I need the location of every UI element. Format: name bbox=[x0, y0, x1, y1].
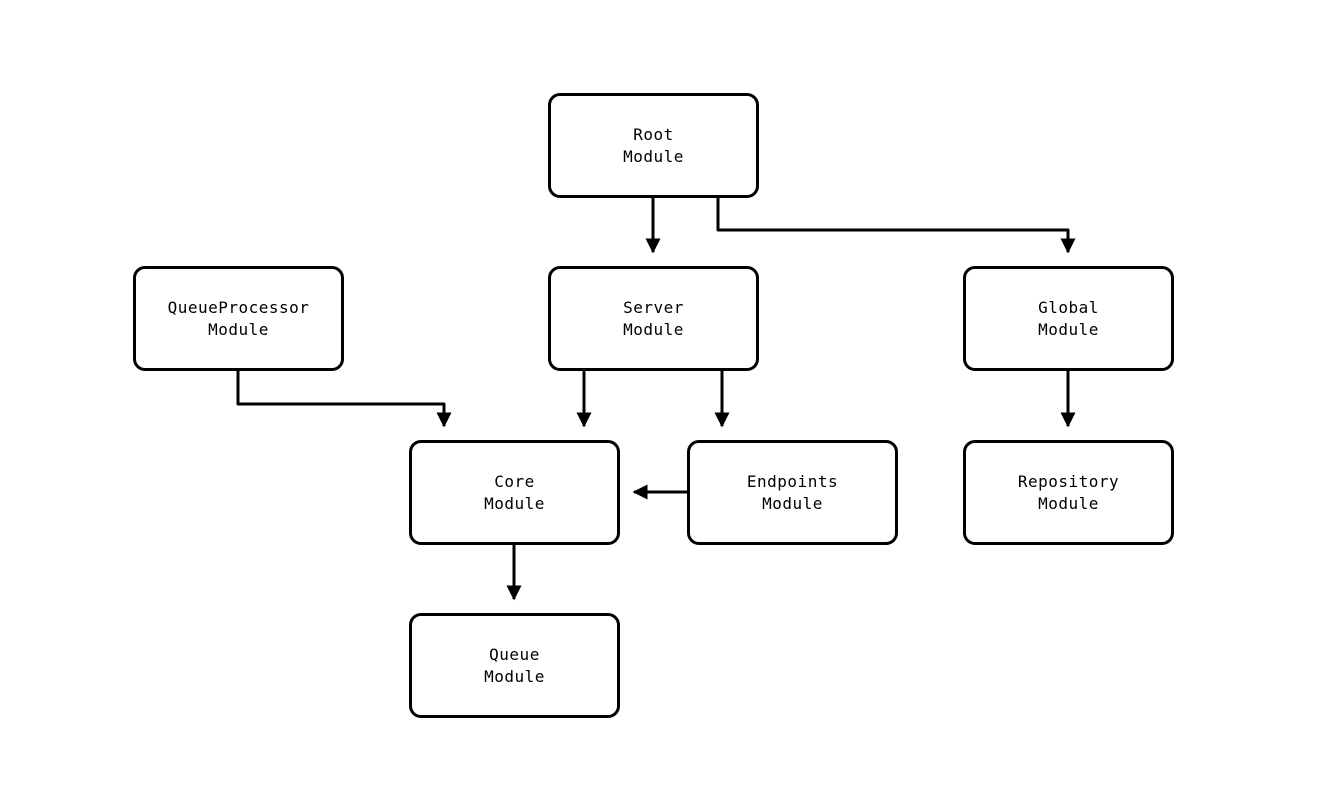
node-repository-module[interactable] bbox=[963, 440, 1174, 545]
node-queue-module[interactable] bbox=[409, 613, 620, 718]
node-server-module[interactable] bbox=[548, 266, 759, 371]
node-endpoints-module-line1: Endpoints bbox=[746, 471, 839, 491]
node-core-module[interactable] bbox=[409, 440, 620, 545]
node-global-module[interactable] bbox=[963, 266, 1174, 371]
edge-queueprocessor-to-core bbox=[238, 371, 444, 426]
node-core-module-line1: Core bbox=[494, 471, 535, 491]
node-root-module-line2: Module bbox=[623, 146, 684, 166]
node-server-module-line2: Module bbox=[623, 319, 684, 339]
node-server-module-line1: Server bbox=[623, 297, 684, 317]
node-queue-module-line2: Module bbox=[484, 666, 545, 686]
node-root-module-line1: Root bbox=[633, 124, 674, 144]
node-queueprocessor-module[interactable] bbox=[133, 266, 344, 371]
node-global-module-line2: Module bbox=[1038, 319, 1099, 339]
node-endpoints-module[interactable] bbox=[687, 440, 898, 545]
node-queueprocessor-module-line1: QueueProcessor bbox=[167, 297, 310, 317]
node-repository-module-line1: Repository bbox=[1017, 471, 1120, 491]
node-endpoints-module-line2: Module bbox=[762, 493, 823, 513]
node-queue-module-line1: Queue bbox=[489, 644, 540, 664]
node-queueprocessor-module-line2: Module bbox=[208, 319, 269, 339]
node-root-module[interactable] bbox=[548, 93, 759, 198]
node-core-module-line2: Module bbox=[484, 493, 545, 513]
node-repository-module-line2: Module bbox=[1038, 493, 1099, 513]
node-global-module-line1: Global bbox=[1038, 297, 1099, 317]
edge-root-to-global bbox=[718, 198, 1068, 252]
